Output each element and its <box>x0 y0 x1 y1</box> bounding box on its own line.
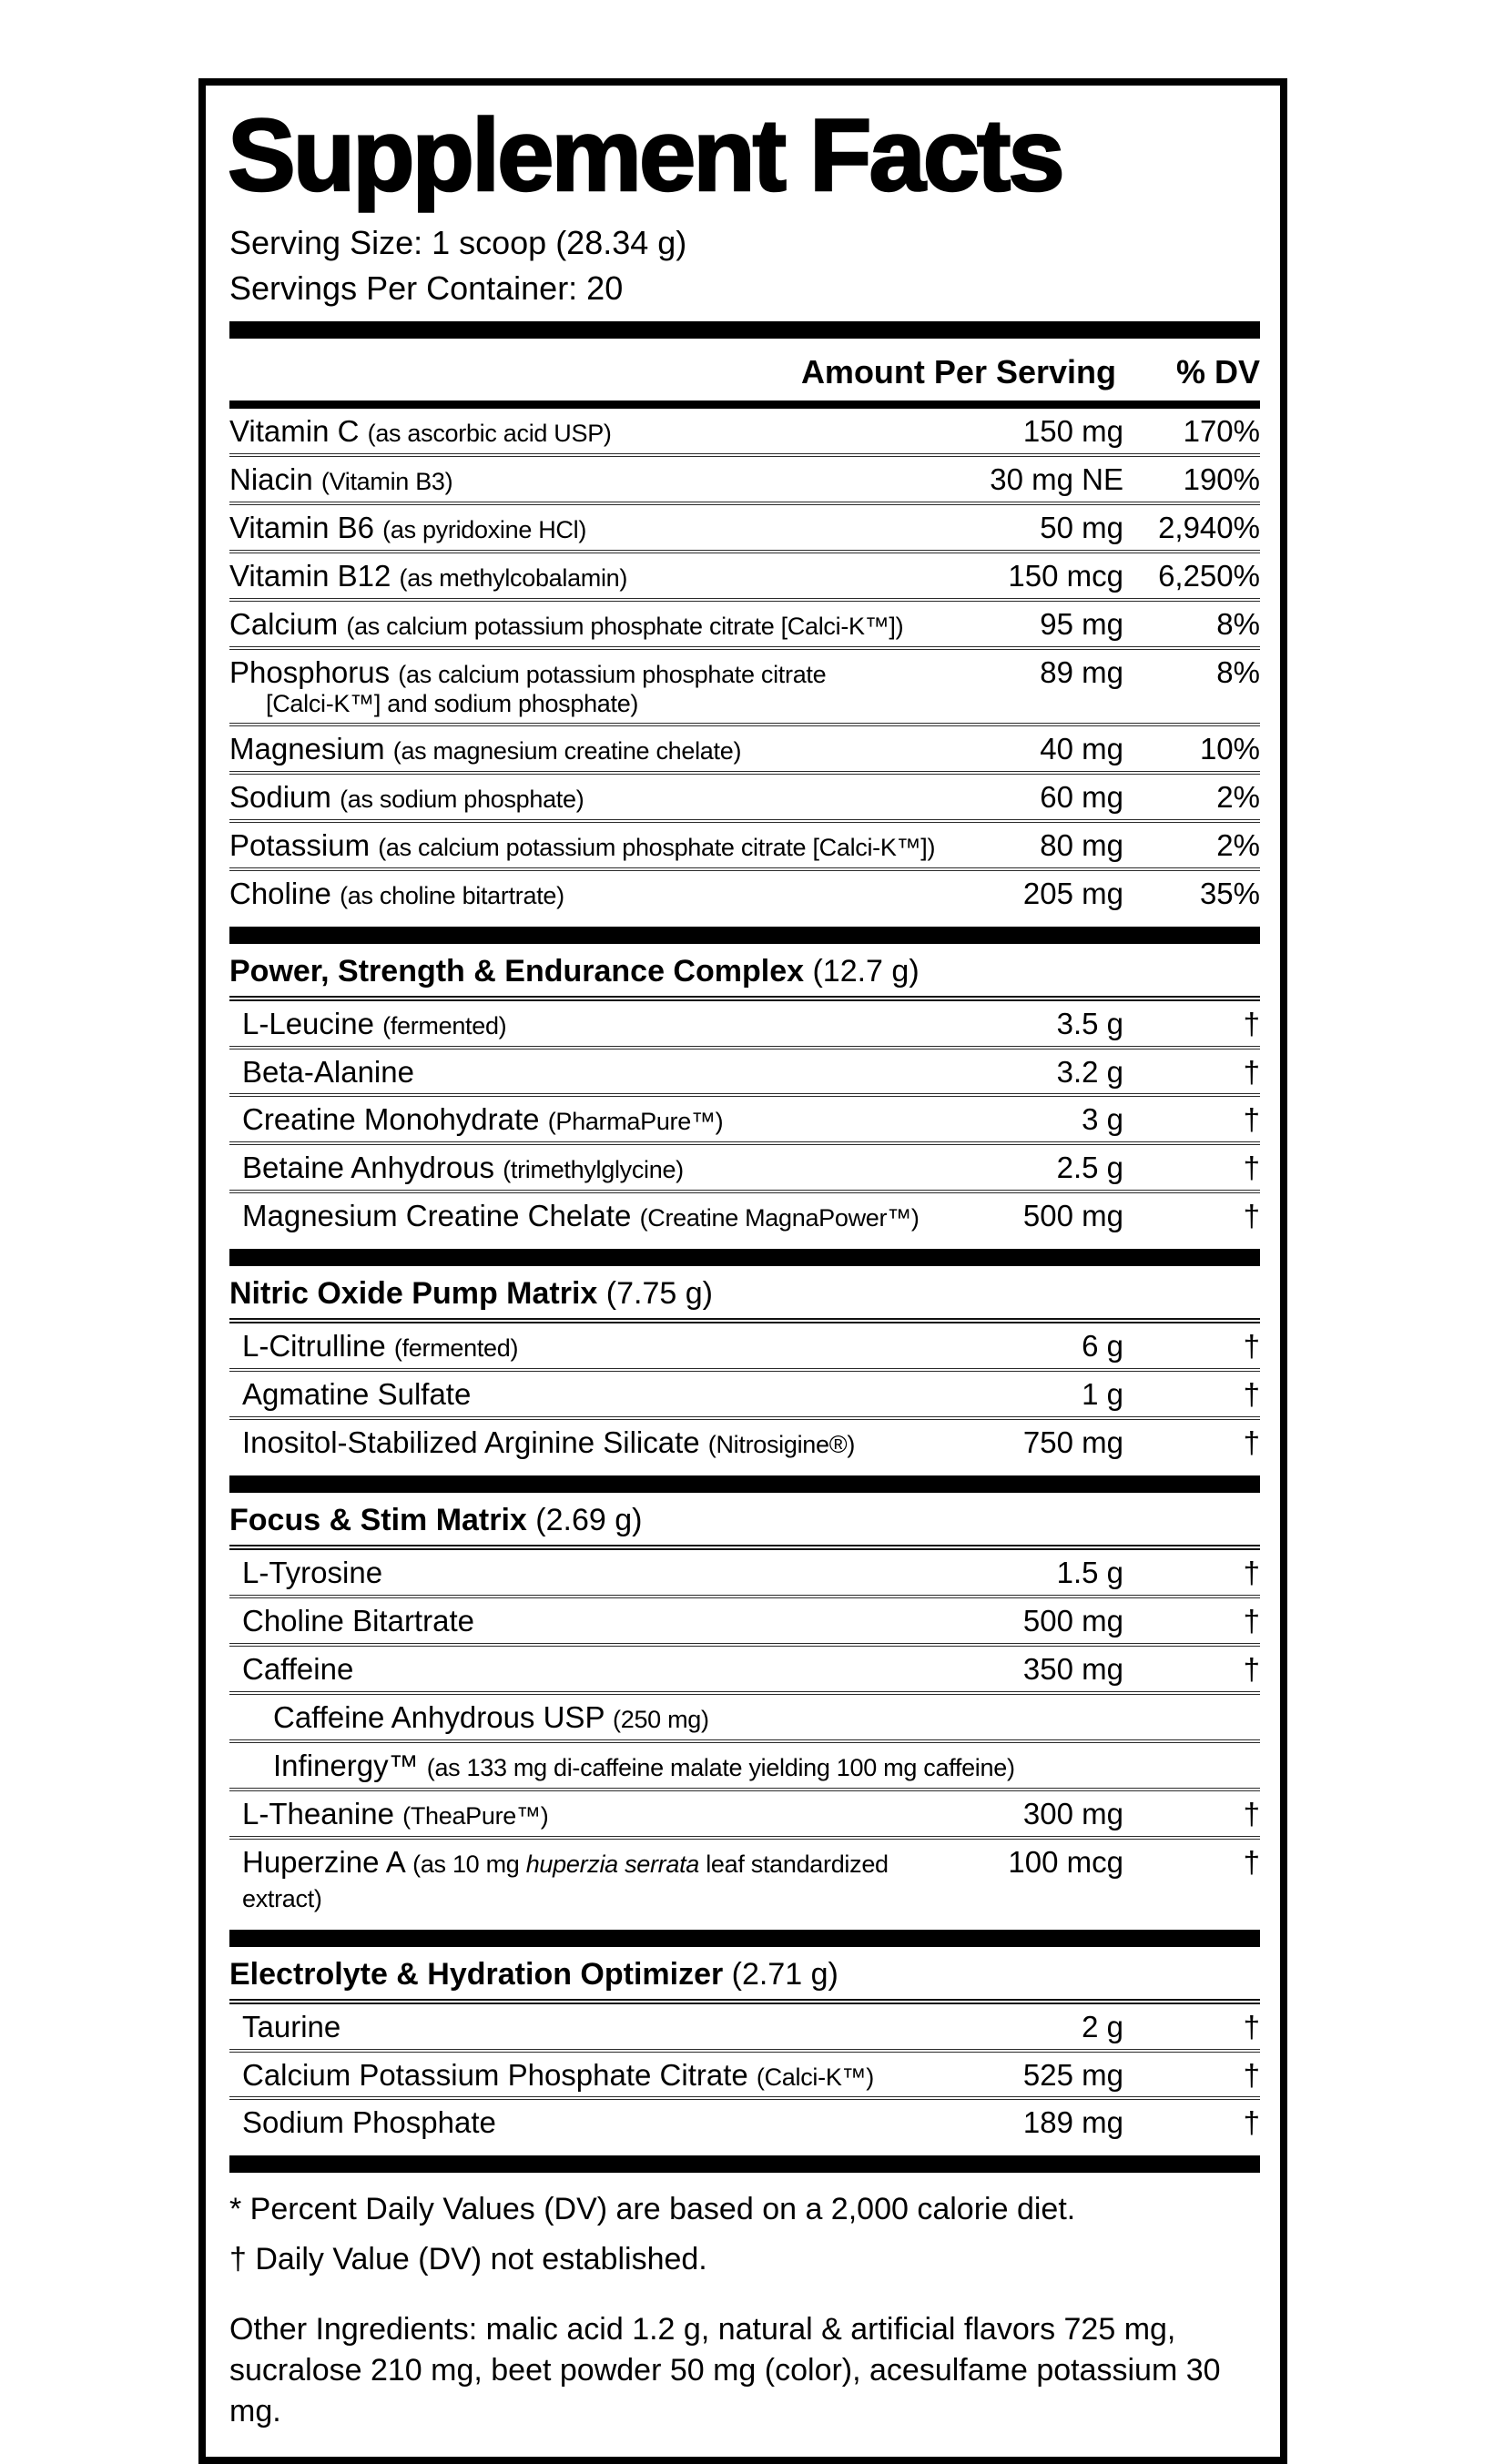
ingredient-name: L-Leucine <box>242 1006 374 1040</box>
ingredient-note: huperzia serrata <box>525 1850 700 1878</box>
daily-value-cell: 170% <box>1183 414 1260 449</box>
daily-value-cell: † <box>1243 1102 1260 1137</box>
ingredient-row <box>229 775 1260 823</box>
section-header-name: Electrolyte & Hydration Optimizer <box>229 1956 724 1992</box>
amount-cell: 350 mg <box>1022 1651 1123 1686</box>
ingredient-name: Creatine Monohydrate <box>242 1102 540 1137</box>
ingredient-note: (as 133 mg di-caffeine malate yielding 100 mg caffeine) <box>426 1753 1015 1781</box>
section-header-weight: (2.69 g) <box>526 1503 643 1538</box>
ingredient-note: (TheaPure™) <box>402 1801 549 1830</box>
ingredient-name: Choline Bitartrate <box>242 1604 474 1638</box>
amount-cell: 300 mg <box>1022 1796 1123 1830</box>
daily-value-cell: † <box>1243 1651 1260 1686</box>
amount-cell: 1.5 g <box>1056 1556 1123 1590</box>
ingredient-row <box>229 2053 1260 2101</box>
amount-cell: 3 g <box>1082 1102 1123 1137</box>
ingredient-name-cell <box>242 1556 960 1590</box>
amount-cell: 750 mg <box>1022 1425 1123 1460</box>
amount-cell: 100 mcg <box>1008 1844 1123 1879</box>
daily-value-cell: † <box>1243 1151 1260 1185</box>
serving-size-line: Serving Size: 1 scoop (28.34 g) <box>229 223 687 261</box>
ingredient-row <box>229 1647 1260 1695</box>
amount-cell: 525 mg <box>1022 2057 1123 2092</box>
ingredient-row <box>229 1598 1260 1647</box>
daily-value-cell: † <box>1243 1604 1260 1638</box>
daily-value-cell: † <box>1243 1556 1260 1590</box>
amount-cell: 80 mg <box>1040 827 1123 862</box>
ingredient-row <box>229 1420 1260 1465</box>
ingredient-name-cell <box>242 1425 960 1460</box>
ingredient-name: Choline <box>229 876 331 910</box>
ingredient-name: Vitamin B12 <box>229 559 391 593</box>
daily-value-cell: 35% <box>1199 876 1260 910</box>
daily-value-cell: 2% <box>1216 779 1260 814</box>
ingredient-name: Potassium <box>229 827 371 862</box>
ingredient-note: (fermented) <box>382 1011 507 1039</box>
section-divider-bar <box>229 1475 1260 1493</box>
amount-cell: 3.2 g <box>1056 1054 1123 1089</box>
ingredient-name-cell <box>242 1797 960 1831</box>
ingredient-note: (Calci-K™) <box>756 2063 874 2091</box>
section-header <box>229 1495 1260 1550</box>
ingredient-row <box>229 2004 1260 2053</box>
daily-value-cell: 2% <box>1216 827 1260 862</box>
amount-cell: 500 mg <box>1022 1604 1123 1638</box>
ingredient-name: Taurine <box>242 2009 341 2043</box>
section-header <box>229 1268 1260 1323</box>
ingredient-name: Calcium <box>229 606 339 641</box>
section-header-name: Nitric Oxide Pump Matrix <box>229 1276 598 1312</box>
section-header-weight: (2.71 g) <box>723 1956 838 1992</box>
ingredient-note: (as pyridoxine HCl) <box>382 516 587 544</box>
amount-cell: 1 g <box>1082 1377 1123 1412</box>
supplement-facts-panel <box>198 78 1287 2464</box>
daily-value-cell: † <box>1243 1377 1260 1412</box>
ingredient-row <box>229 1097 1260 1145</box>
amount-cell: 30 mg NE <box>990 462 1123 497</box>
ingredient-row <box>229 505 1260 553</box>
ingredient-note: (as methylcobalamin) <box>399 564 628 592</box>
ingredient-name-cell <box>242 1329 960 1364</box>
ingredient-note: (as ascorbic acid USP) <box>367 420 612 448</box>
amount-cell: 189 mg <box>1022 2105 1123 2140</box>
section-header <box>229 1949 1260 2004</box>
amount-cell: 40 mg <box>1040 731 1123 766</box>
daily-value-cell: † <box>1243 1796 1260 1830</box>
ingredient-row <box>229 2100 1260 2145</box>
ingredient-name-cell <box>242 1102 960 1137</box>
ingredient-note: (as 10 mg <box>412 1850 526 1878</box>
amount-cell: 500 mg <box>1022 1199 1123 1233</box>
ingredient-name: Phosphorus <box>229 654 391 689</box>
bottom-divider-bar <box>229 2155 1260 2173</box>
ingredient-sections <box>229 409 1260 2145</box>
ingredient-row <box>229 726 1260 775</box>
ingredient-name-cell <box>242 1377 960 1412</box>
ingredient-name-cell <box>229 607 960 642</box>
amount-per-serving-header: Amount Per Serving <box>800 353 1116 391</box>
daily-value-cell: 10% <box>1199 731 1260 766</box>
amount-cell: 2 g <box>1082 2009 1123 2043</box>
other-ingredients: Other Ingredients: malic acid 1.2 g, natural & artificial flavors 725 mg, sucralose 210 mg, beet powder 50 mg (color), acesulfame potassium 30 mg. <box>229 2311 1221 2429</box>
percent-dv-header: % DV <box>1175 353 1260 391</box>
ingredient-name: Vitamin B6 <box>229 511 374 545</box>
ingredient-row <box>229 1193 1260 1238</box>
amount-cell: 150 mg <box>1022 414 1123 449</box>
daily-value-cell: † <box>1243 1006 1260 1040</box>
ingredient-name-cell <box>229 732 960 766</box>
amount-cell: 205 mg <box>1022 876 1123 910</box>
ingredient-note: (Nitrosigine®) <box>707 1431 856 1459</box>
ingredient-note: (Creatine MagnaPower™) <box>639 1204 920 1232</box>
ingredient-row <box>229 1145 1260 1193</box>
daily-value-cell: † <box>1243 2009 1260 2043</box>
section-divider-bar <box>229 1930 1260 1947</box>
ingredient-name-cell <box>273 1700 1260 1735</box>
ingredient-name: Infinergy™ <box>273 1748 419 1782</box>
daily-value-cell: † <box>1243 1425 1260 1460</box>
ingredient-name-cell <box>242 2105 960 2140</box>
ingredient-note: (as choline bitartrate) <box>340 881 564 909</box>
ingredient-name-cell <box>229 780 960 815</box>
ingredient-note: (as calcium potassium phosphate citrate [Calci-K™]) <box>378 833 936 861</box>
section-header <box>229 946 1260 1001</box>
ingredient-name: Magnesium Creatine Chelate <box>242 1199 632 1233</box>
amount-cell: 95 mg <box>1040 606 1123 641</box>
ingredient-row <box>229 871 1260 916</box>
ingredient-name-cell <box>229 828 960 863</box>
ingredient-name: Calcium Potassium Phosphate Citrate <box>242 2057 748 2092</box>
ingredient-name: Agmatine Sulfate <box>242 1377 472 1412</box>
ingredient-note: (as magnesium creatine chelate) <box>392 736 742 765</box>
section-header-weight: (12.7 g) <box>804 953 920 989</box>
daily-value-cell: † <box>1243 1199 1260 1233</box>
ingredient-name: Caffeine Anhydrous USP <box>273 1699 605 1734</box>
ingredient-row <box>229 1323 1260 1372</box>
daily-value-cell: † <box>1243 1329 1260 1364</box>
ingredient-row <box>229 553 1260 602</box>
ingredient-name-cell <box>229 414 960 449</box>
ingredient-name: Sodium Phosphate <box>242 2105 496 2140</box>
ingredient-name-cell <box>242 1199 960 1233</box>
daily-value-cell: 8% <box>1216 654 1260 689</box>
footnotes <box>229 2185 1260 2283</box>
ingredient-name: Magnesium <box>229 731 385 766</box>
ingredient-row <box>229 1372 1260 1420</box>
daily-value-cell: † <box>1243 2105 1260 2140</box>
ingredient-name: Betaine Anhydrous <box>242 1151 495 1185</box>
ingredient-row <box>229 823 1260 871</box>
ingredient-name: L-Citrulline <box>242 1329 386 1364</box>
ingredient-name-cell <box>242 2010 960 2044</box>
ingredient-row <box>229 650 1260 726</box>
ingredient-name: Beta-Alanine <box>242 1054 414 1089</box>
ingredient-name-cell <box>242 1007 960 1041</box>
amount-cell: 50 mg <box>1040 511 1123 545</box>
ingredient-row <box>229 1840 1260 1919</box>
ingredient-note: (Vitamin B3) <box>320 468 453 496</box>
ingredient-note: (250 mg) <box>613 1705 709 1733</box>
ingredient-name-cell <box>242 2058 960 2093</box>
ingredient-name-cell <box>229 559 960 593</box>
ingredient-name-cell <box>242 1604 960 1638</box>
panel-title: Supplement Facts <box>228 98 1062 212</box>
ingredient-name: L-Theanine <box>242 1796 394 1830</box>
ingredient-name: Vitamin C <box>229 414 360 449</box>
ingredient-note: (fermented) <box>393 1334 519 1363</box>
ingredient-row <box>229 1550 1260 1598</box>
ingredient-name-cell <box>242 1652 960 1687</box>
ingredient-name-cell <box>229 462 960 497</box>
ingredient-name-cell <box>229 877 960 911</box>
ingredient-name: Inositol-Stabilized Arginine Silicate <box>242 1425 700 1460</box>
servings-per-container-line: Servings Per Container: 20 <box>229 269 624 308</box>
amount-cell: 6 g <box>1082 1329 1123 1364</box>
ingredient-name: Niacin <box>229 462 313 497</box>
ingredient-name-cell <box>273 1749 1260 1783</box>
ingredient-name: Huperzine A <box>242 1844 404 1879</box>
ingredient-name-cell <box>242 1151 960 1185</box>
top-divider-bar <box>229 321 1260 339</box>
ingredient-name: Caffeine <box>242 1651 354 1686</box>
section-header-name: Focus & Stim Matrix <box>229 1503 527 1538</box>
ingredient-row <box>229 602 1260 650</box>
section-divider-bar <box>229 1249 1260 1266</box>
ingredient-row <box>229 1695 1260 1743</box>
ingredient-name: L-Tyrosine <box>242 1556 383 1590</box>
ingredient-note-continued: [Calci-K™] and sodium phosphate) <box>266 689 639 717</box>
footnote-percent-dv: * Percent Daily Values (DV) are based on a 2,000 calorie diet. <box>229 2192 1076 2227</box>
ingredient-name-cell <box>229 655 960 718</box>
ingredient-note: (as calcium potassium phosphate citrate <box>398 660 827 688</box>
daily-value-cell: 8% <box>1216 606 1260 641</box>
section-header-name: Power, Strength & Endurance Complex <box>229 953 805 989</box>
amount-cell: 60 mg <box>1040 779 1123 814</box>
daily-value-cell: 6,250% <box>1158 559 1260 593</box>
ingredient-name-cell <box>242 1845 960 1914</box>
amount-cell: 3.5 g <box>1056 1006 1123 1040</box>
ingredient-name-cell <box>229 511 960 545</box>
ingredient-row <box>229 457 1260 505</box>
daily-value-cell: 2,940% <box>1158 511 1260 545</box>
amount-cell: 150 mcg <box>1008 559 1123 593</box>
ingredient-note: leaf standardized extract) <box>242 1850 889 1912</box>
daily-value-cell: † <box>1243 1844 1260 1879</box>
section-divider-bar <box>229 927 1260 944</box>
ingredient-note: (as sodium phosphate) <box>340 785 584 813</box>
daily-value-cell: 190% <box>1183 462 1260 497</box>
column-header-row <box>229 340 1260 409</box>
ingredient-row <box>229 1791 1260 1840</box>
ingredient-name: Sodium <box>229 779 331 814</box>
daily-value-cell: † <box>1243 1054 1260 1089</box>
ingredient-note: (trimethylglycine) <box>503 1156 684 1184</box>
ingredient-note: (as calcium potassium phosphate citrate [Calci-K™]) <box>346 612 904 640</box>
section-header-weight: (7.75 g) <box>597 1276 713 1312</box>
footnote-dagger: † Daily Value (DV) not established. <box>229 2242 707 2277</box>
amount-cell: 89 mg <box>1040 654 1123 689</box>
ingredient-row <box>229 1001 1260 1049</box>
ingredient-name-cell <box>242 1055 960 1090</box>
daily-value-cell: † <box>1243 2057 1260 2092</box>
amount-cell: 2.5 g <box>1056 1151 1123 1185</box>
ingredient-row <box>229 1049 1260 1098</box>
ingredient-note: (PharmaPure™) <box>547 1108 724 1136</box>
ingredient-row <box>229 1743 1260 1791</box>
ingredient-row <box>229 409 1260 457</box>
